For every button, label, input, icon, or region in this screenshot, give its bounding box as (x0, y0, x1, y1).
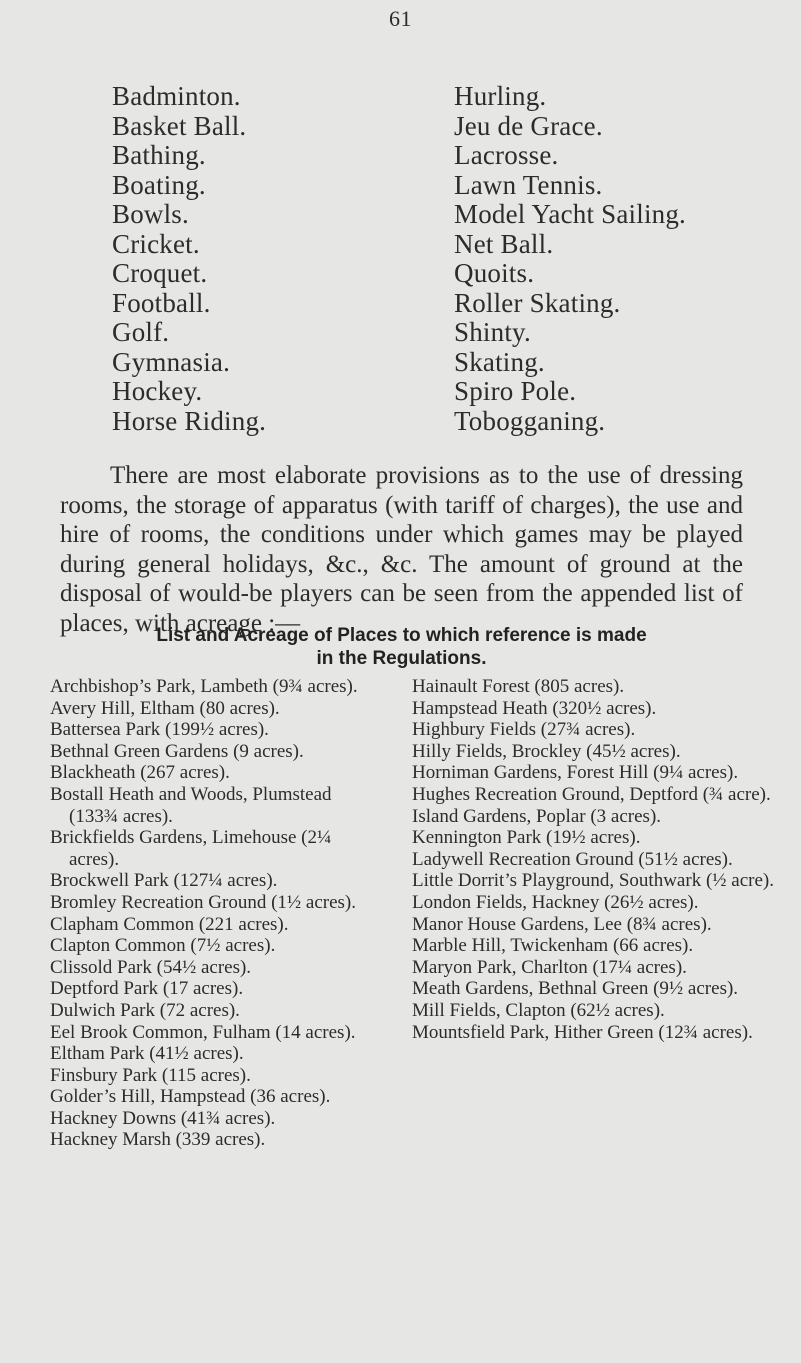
place-entry: Clissold Park (54½ acres). (50, 956, 252, 978)
place-entry: Maryon Park, Charlton (17¼ acres). (412, 956, 687, 978)
place-entry: Manor House Gardens, Lee (8¾ acres). (412, 913, 712, 935)
place-entry: Hackney Downs (41¾ acres). (50, 1107, 276, 1129)
place-entry: Island Gardens, Poplar (3 acres). (412, 805, 662, 827)
place-entry: Hampstead Heath (320½ acres). (412, 697, 657, 719)
place-entry: Avery Hill, Eltham (80 acres). (50, 697, 280, 719)
sport-item: Gymnasia. (112, 346, 231, 377)
sport-item: Tobogganing. (454, 405, 606, 436)
place-entry: Archbishop’s Park, Lambeth (9¾ acres). (50, 676, 358, 697)
place-entry: Horniman Gardens, Forest Hill (9¼ acres). (412, 762, 739, 784)
place-entry: Bostall Heath and Woods, Plumstead (133¾ acres). (50, 783, 332, 827)
place-entry: Brockwell Park (127¼ acres). (50, 870, 278, 892)
place-entry: Golder’s Hill, Hampstead (36 acres). (50, 1086, 331, 1108)
sport-item: Hockey. (112, 376, 203, 406)
sport-item: Spiro Pole. (454, 376, 577, 406)
sport-item: Skating. (454, 346, 545, 377)
sport-item: Golf. (112, 317, 170, 347)
sports-column-right (454, 82, 686, 436)
list-heading-line: in the Regulations. (316, 648, 487, 669)
place-entry: London Fields, Hackney (26½ acres). (412, 891, 699, 913)
sport-item: Lacrosse. (454, 140, 559, 170)
sports-column-left (112, 82, 266, 436)
sport-item: Basket Ball. (112, 110, 247, 141)
sport-item: Roller Skating. (454, 287, 621, 318)
place-entry: Bromley Recreation Ground (1½ acres). (50, 891, 357, 913)
place-entry: Little Dorrit’s Playground, Southwark (½ acre). (412, 870, 774, 892)
place-entry: Meath Gardens, Bethnal Green (9½ acres). (412, 978, 739, 1000)
place-entry: Hackney Marsh (339 acres). (50, 1129, 266, 1151)
place-entry: Hughes Recreation Ground, Deptford (¾ acre). (412, 783, 771, 805)
place-entry: Marble Hill, Twickenham (66 acres). (412, 935, 694, 957)
place-entry: Eel Brook Common, Fulham (14 acres). (50, 1021, 356, 1043)
sport-item: Bowls. (112, 199, 189, 229)
place-entry: Mill Fields, Clapton (62½ acres). (412, 999, 665, 1021)
sport-item: Net Ball. (454, 228, 554, 259)
place-entry: Clapham Common (221 acres). (50, 913, 289, 935)
place-entry: Hilly Fields, Brockley (45½ acres). (412, 740, 681, 762)
sport-item: Quoits. (454, 258, 535, 288)
sport-item: Football. (112, 287, 211, 318)
place-entry: Kennington Park (19½ acres). (412, 827, 641, 849)
place-entry: Mountsfield Park, Hither Green (12¾ acres). (412, 1021, 753, 1043)
list-heading-line: List and Acreage of Places to which reference is made (156, 625, 647, 646)
sport-item: Lawn Tennis. (454, 169, 603, 200)
list-heading (60, 624, 743, 670)
intro-paragraph: There are most elaborate provisions as to the use of dressing rooms, the storage of apparatus (with tariff of charges), the use and hire of rooms, the conditions under which games may be played during general holidays, &c., &c. The amount of ground at the disposal of would-be players can be seen from the appended list of places, with acreage :— (60, 462, 743, 637)
place-entry: Blackheath (267 acres). (50, 762, 230, 784)
place-entry: Ladywell Recreation Ground (51½ acres). (412, 848, 733, 870)
page-number: 61 (389, 6, 412, 31)
place-entry: Bethnal Green Gardens (9 acres). (50, 740, 304, 762)
places-column-left (50, 676, 380, 1151)
places-column-right (412, 676, 777, 1043)
place-entry: Eltham Park (41½ acres). (50, 1043, 244, 1065)
sport-item: Bathing. (112, 140, 206, 170)
place-entry: Brickfields Gardens, Limehouse (2¼ acres). (50, 827, 332, 870)
sport-item: Croquet. (112, 258, 208, 288)
place-entry: Clapton Common (7½ acres). (50, 935, 276, 957)
sport-item: Boating. (112, 169, 206, 200)
place-entry: Battersea Park (199½ acres). (50, 719, 269, 741)
sport-item: Badminton. (112, 81, 241, 111)
sport-item: Jeu de Grace. (454, 110, 603, 141)
sport-item: Cricket. (112, 228, 200, 259)
place-entry: Finsbury Park (115 acres). (50, 1064, 251, 1086)
place-entry: Hainault Forest (805 acres). (412, 676, 625, 697)
sport-item: Shinty. (454, 317, 531, 347)
place-entry: Deptford Park (17 acres). (50, 978, 244, 1000)
place-entry: Dulwich Park (72 acres). (50, 999, 240, 1021)
sport-item: Hurling. (454, 81, 547, 111)
place-entry: Highbury Fields (27¾ acres). (412, 719, 636, 741)
sport-item: Model Yacht Sailing. (454, 199, 687, 229)
sport-item: Horse Riding. (112, 405, 267, 436)
